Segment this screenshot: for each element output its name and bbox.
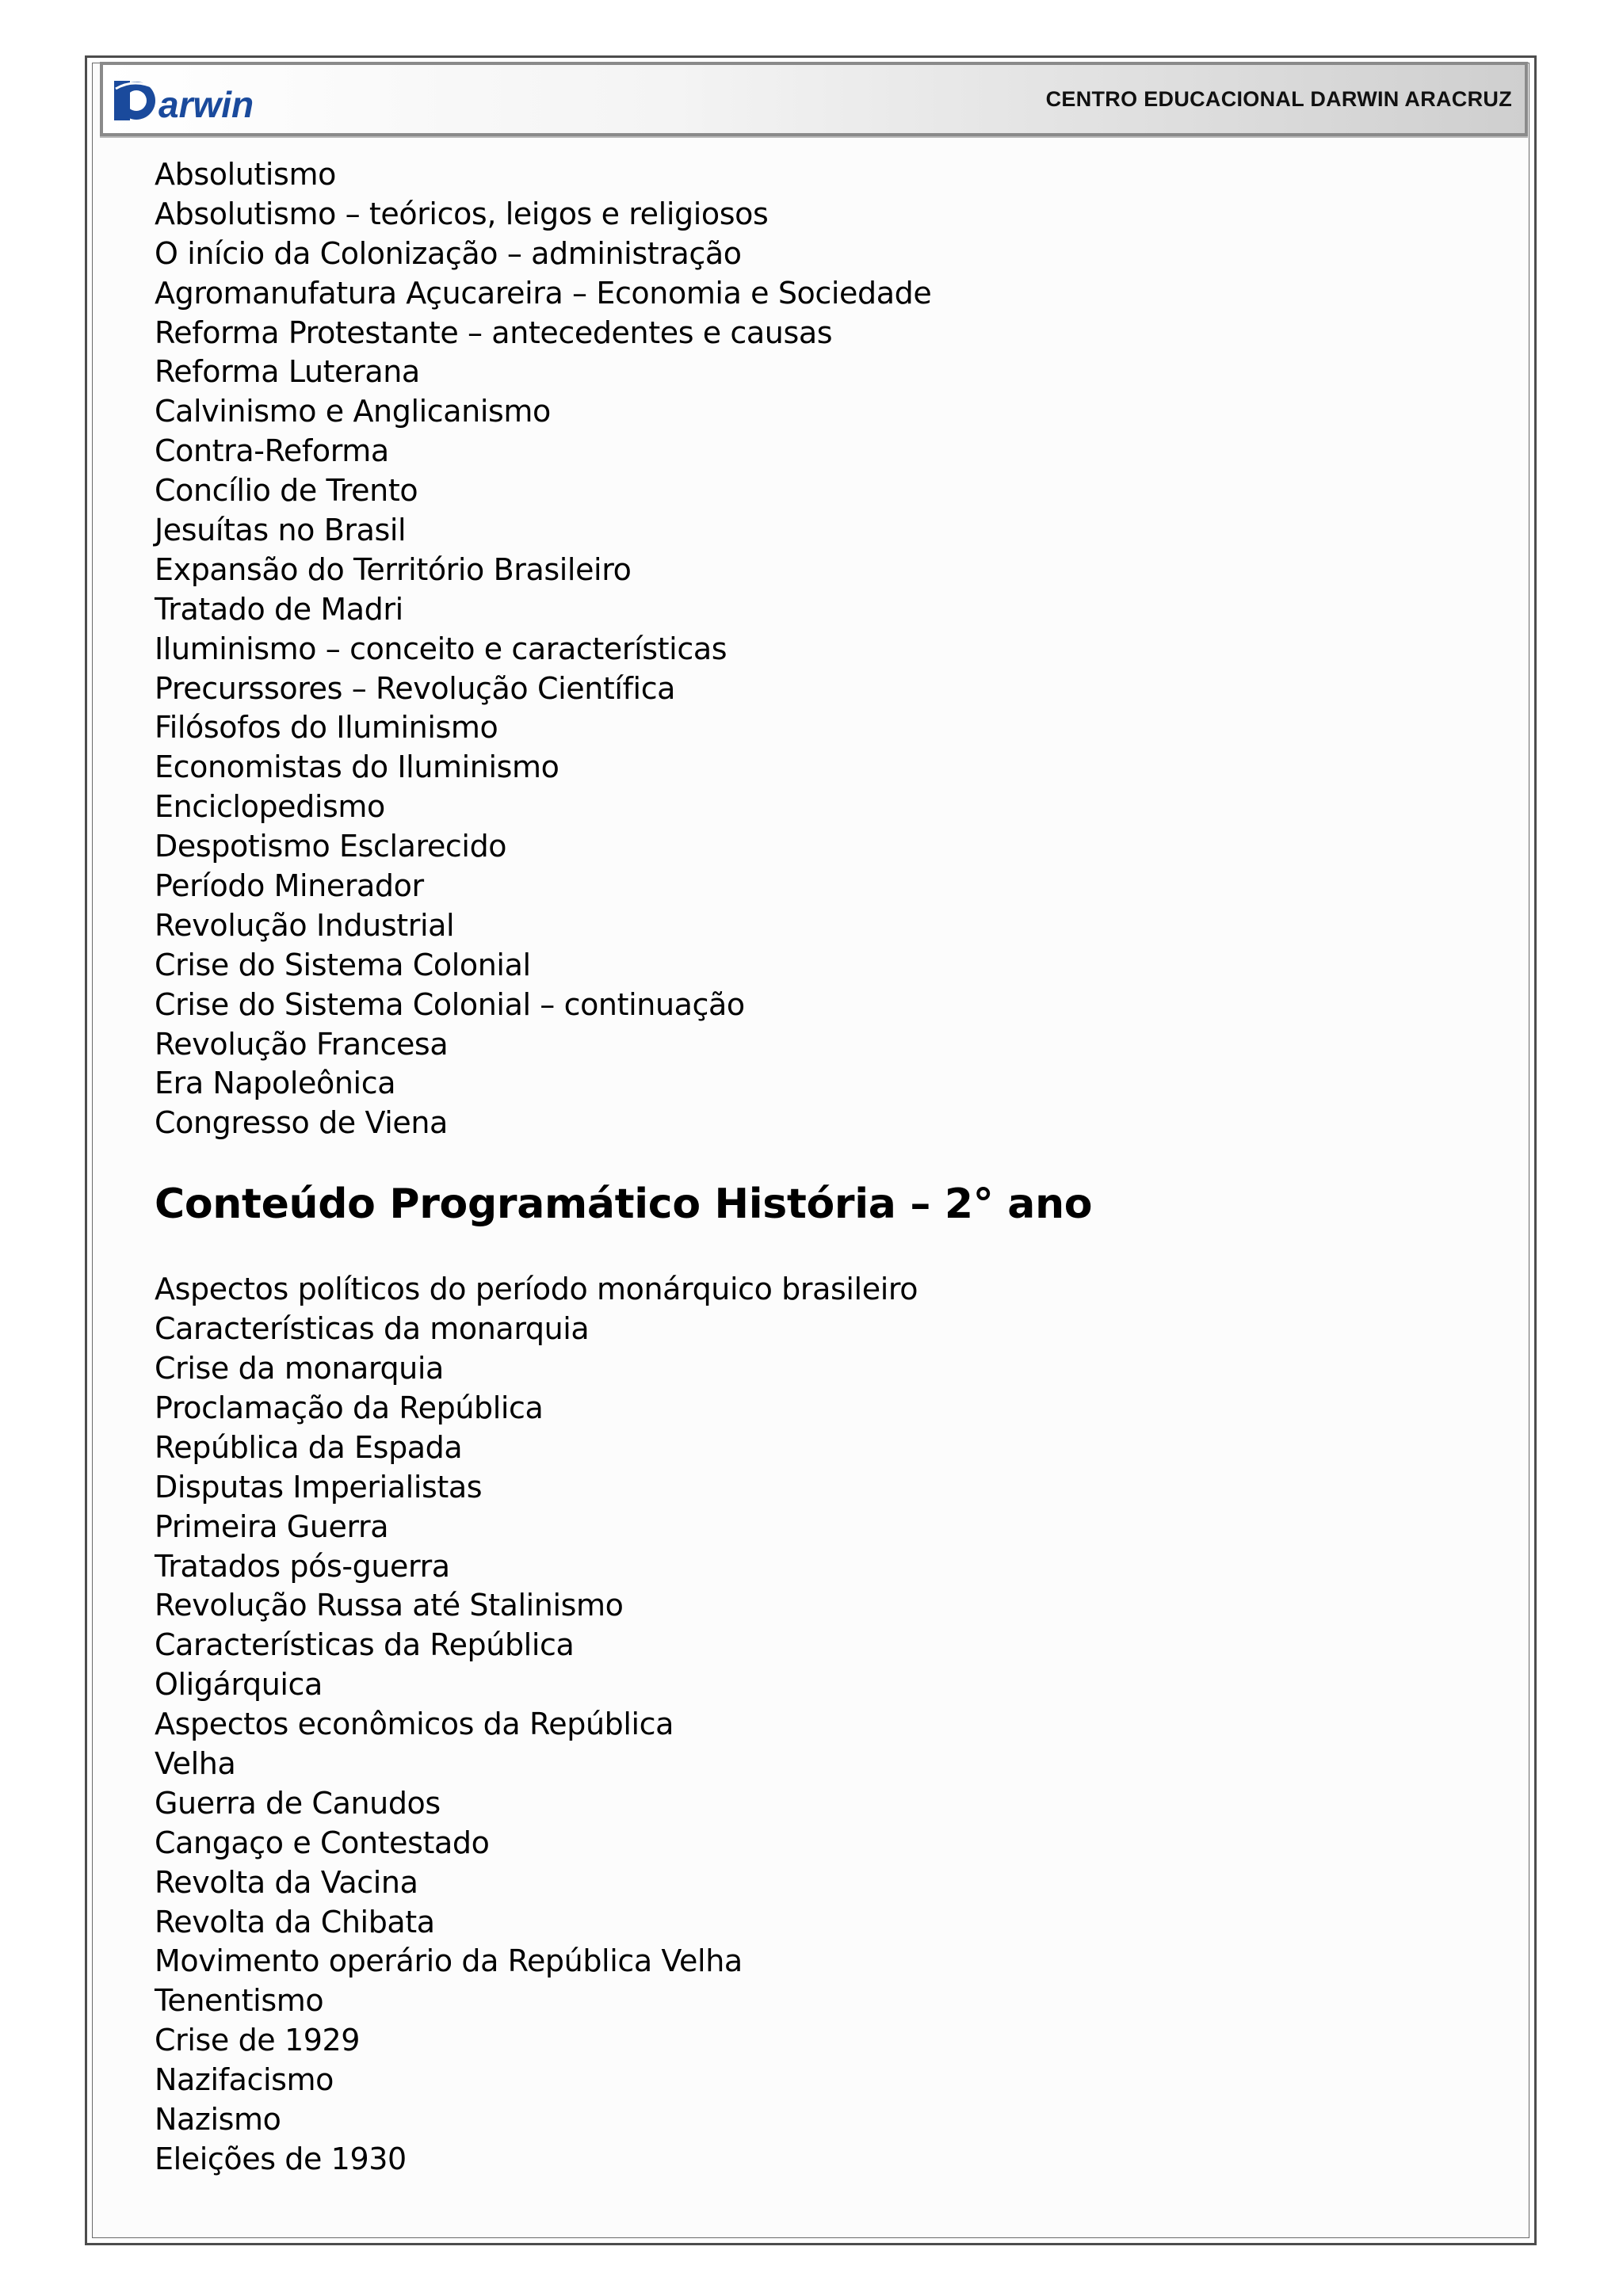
topic-item: Revolta da Vacina — [155, 1864, 418, 1900]
topic-item: Crise do Sistema Colonial – continuação — [155, 986, 745, 1022]
topic-item: Filósofos do Iluminismo — [155, 710, 498, 746]
topic-item: Características da monarquia — [155, 1311, 590, 1347]
topic-item: Tratados pós-guerra — [155, 1548, 450, 1584]
topic-item: Tratado de Madri — [155, 591, 403, 627]
topic-item: Eleições de 1930 — [155, 2141, 407, 2176]
topic-item: Crise do Sistema Colonial — [155, 947, 531, 982]
section-title: Conteúdo Programático História – 2° ano — [155, 1180, 1093, 1229]
darwin-logo — [111, 71, 293, 127]
topic-item: O início da Colonização – administração — [155, 235, 742, 271]
topic-item: Agromanufatura Açucareira – Economia e Sociedade — [155, 275, 932, 311]
topic-item: Revolução Francesa — [155, 1026, 449, 1062]
topic-item: Nazismo — [155, 2101, 281, 2137]
topic-item: Crise da monarquia — [155, 1351, 444, 1386]
topic-item: Primeira Guerra — [155, 1508, 389, 1544]
topic-item: Aspectos econômicos da República — [155, 1707, 674, 1742]
topic-item: Oligárquica — [155, 1667, 323, 1703]
topic-item: Absolutismo — [155, 157, 336, 192]
topic-item: Reforma Luterana — [155, 354, 420, 390]
topic-item: Congresso de Viena — [155, 1105, 448, 1141]
header-bar — [100, 62, 1528, 136]
topic-item: Calvinismo e Anglicanismo — [155, 394, 551, 429]
topic-item: Revolta da Chibata — [155, 1904, 435, 1939]
topic-item: Velha — [155, 1745, 236, 1781]
topic-item: Revolução Industrial — [155, 907, 455, 943]
topic-item: Contra-Reforma — [155, 433, 389, 469]
topic-item: Características da República — [155, 1627, 575, 1663]
school-name: CENTRO EDUCACIONAL DARWIN ARACRUZ — [1045, 87, 1512, 111]
topic-item: Absolutismo – teóricos, leigos e religiosos — [155, 196, 769, 231]
topic-item: Crise de 1929 — [155, 2023, 361, 2058]
topic-item: Expansão do Território Brasileiro — [155, 551, 632, 587]
topic-item: Aspectos políticos do período monárquico brasileiro — [155, 1272, 918, 1307]
topic-item: Nazifacismo — [155, 2062, 334, 2098]
topic-item: Enciclopedismo — [155, 789, 385, 825]
logo-wordmark: arwin — [158, 84, 254, 125]
topic-item: Movimento operário da República Velha — [155, 1943, 743, 1979]
document-content — [155, 155, 1462, 2180]
topic-item: Proclamação da República — [155, 1390, 544, 1425]
topic-list-second-year — [155, 1270, 1462, 2179]
topic-item: Cangaço e Contestado — [155, 1825, 490, 1860]
topic-item: Reforma Protestante – antecedentes e causas — [155, 315, 833, 350]
topic-item: Jesuítas no Brasil — [155, 513, 407, 548]
topic-item: Concílio de Trento — [155, 473, 418, 509]
topic-item: Iluminismo – conceito e características — [155, 631, 727, 666]
topic-item: Economistas do Iluminismo — [155, 749, 559, 785]
topic-item: Era Napoleônica — [155, 1066, 396, 1101]
topic-item: Despotismo Esclarecido — [155, 829, 507, 864]
topic-item: Precurssores – Revolução Científica — [155, 670, 676, 706]
topic-item: República da Espada — [155, 1429, 463, 1465]
topic-item: Guerra de Canudos — [155, 1785, 441, 1821]
topic-item: Tenentismo — [155, 1983, 324, 2019]
topic-item: Disputas Imperialistas — [155, 1469, 483, 1505]
topic-item: Período Minerador — [155, 868, 424, 904]
topic-list-first-year — [155, 155, 1462, 1143]
topic-item: Revolução Russa até Stalinismo — [155, 1588, 624, 1623]
